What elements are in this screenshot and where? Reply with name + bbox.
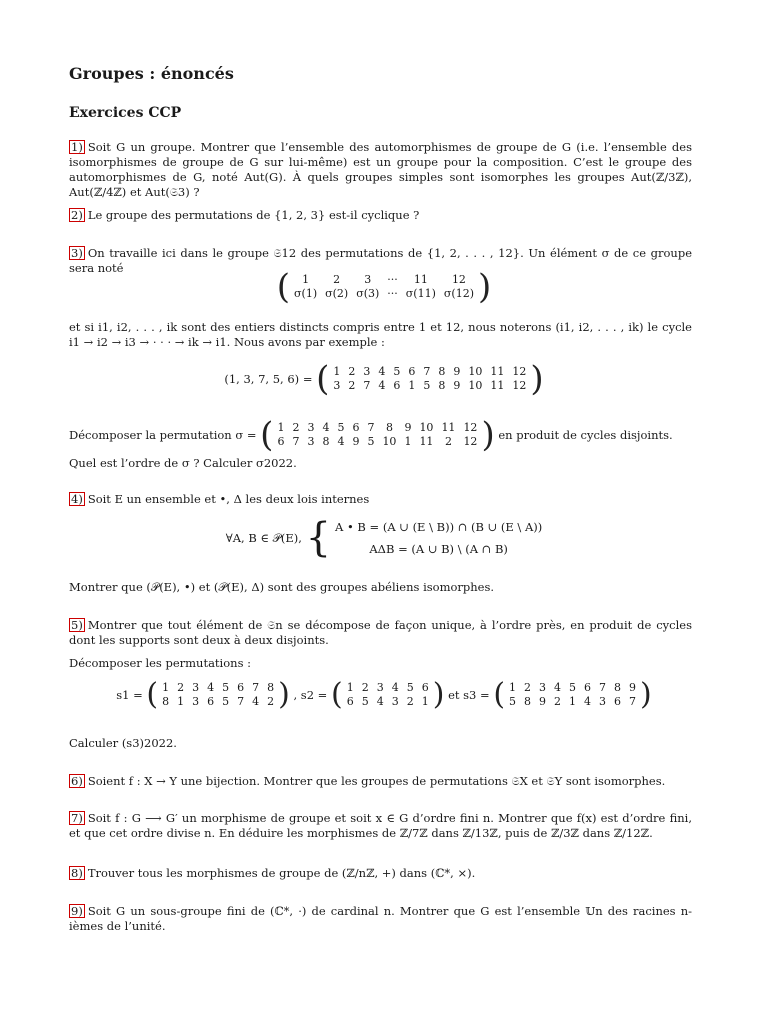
laws-system: ∀A, B ∈ 𝒫(E), { A • B = (A ∪ (E \ B)) ∩ (B ∪ (E \ A)) AΔB = (A ∪ B) \ (A ∩ B) [225,515,543,561]
matrix-cell: 8 [614,681,622,694]
exercise-text: Soit E un ensemble et •, Δ les deux lois internes [87,492,370,506]
decompose-instruction: Décomposer les permutations : [69,656,251,670]
matrix-cell: 2 [292,421,300,434]
matrix-cell: 2 [554,695,562,708]
matrix-cell: ··· [387,287,398,300]
matrix-cell: 7 [599,681,607,694]
matrix-cell: 9 [404,421,412,434]
matrix-cell: 5 [337,421,345,434]
cycle-example: (1, 3, 7, 5, 6) = ( 1 2 3 4 5 6 7 8 9 10 11 12 3 2 7 4 6 1 5 8 9 10 11 12 ) [224,359,544,399]
matrix-cell: 10 [468,365,483,378]
matrix-cell: 6 [207,695,215,708]
matrix [273,421,481,449]
exercise-2 [69,208,692,223]
matrix-cell: 6 [277,435,285,448]
matrix-cell: 5 [361,695,369,708]
permutations-s1-s2-s3: s1 = ( 1 2 3 4 5 6 7 8 8 1 3 6 5 7 4 2 ) , s2 = ( 1 2 3 4 5 6 6 5 4 3 2 1 ) et s3 = ( 1 2 3 4 5 6 7 8 9 5 8 9 2 1 4 3 6 7 ) [116,677,652,712]
matrix-cell: 2 [361,681,369,694]
matrix-cell: 5 [406,681,414,694]
matrix-cell: 4 [376,695,384,708]
decomp-lhs: Décomposer la permutation σ = [69,427,257,442]
matrix-cell: 11 [413,273,428,286]
matrix-cell: 3 [307,421,315,434]
matrix-cell: 5 [367,435,375,448]
exercise-8 [69,866,692,881]
exercise-number[interactable]: 7) [71,811,83,825]
matrix-cell: 2 [348,365,356,378]
matrix-cell: σ(3) [356,287,380,300]
example-lhs: (1, 3, 7, 5, 6) = [224,371,313,386]
sigma-decomposition: Décomposer la permutation σ = ( 1 2 3 4 5 6 7 8 9 10 11 12 6 7 3 8 4 9 5 10 1 11 2 12 ) en produit de cycles disjoints. [69,415,673,455]
matrix-cell: 1 [302,273,310,286]
matrix-cell: 3 [307,435,315,448]
matrix-cell: 9 [629,681,637,694]
s3-label: et s3 = [448,687,490,702]
matrix-cell: 3 [192,695,200,708]
page-title: Groupes : énoncés [69,64,234,83]
matrix-cell: 4 [554,681,562,694]
matrix-cell: 4 [378,365,386,378]
matrix-cell: 3 [333,379,341,392]
matrix-cell: 8 [267,681,275,694]
matrix-cell: 11 [490,379,505,392]
exercise-number[interactable]: 4) [71,492,83,506]
exercise-text: Soit G un groupe. Montrer que l’ensemble des automorphismes de groupe de G (i.e. l’ensemble des isomorphismes de groupe de G sur lui-même) est un groupe pour la composition. C’est le groupe des automorphismes de G, noté Aut(G). À quels groupes simples sont isomorphes les groupes Aut(ℤ/3ℤ), Aut(ℤ/4ℤ) et Aut(𝔖3) ? [69,140,692,199]
exercise-1 [69,140,692,200]
matrix-cell: 3 [539,681,547,694]
matrix-cell: 7 [367,421,375,434]
matrix-cell: 6 [584,681,592,694]
exercise-number[interactable]: 1) [71,140,83,154]
matrix-cell: 1 [509,681,517,694]
matrix-cell: σ(2) [325,287,349,300]
matrix [290,273,478,301]
matrix-cell: 1 [408,379,416,392]
matrix-cell: 7 [252,681,260,694]
matrix-cell: 11 [490,365,505,378]
exercise-number[interactable]: 2) [71,208,83,222]
matrix-cell: 5 [569,681,577,694]
matrix-cell: 2 [333,273,341,286]
matrix-cell: 3 [363,365,371,378]
exercise-text: Soit G un sous-groupe fini de (ℂ*, ·) de cardinal n. Montrer que G est l’ensemble 𝕌n des racines n-ièmes de l’unité. [69,904,692,933]
exercise-text: On travaille ici dans le groupe 𝔖12 des permutations de {1, 2, . . . , 12}. Un élément σ de ce groupe sera noté [69,246,692,275]
exercise-number[interactable]: 8) [71,866,83,880]
matrix-cell: 2 [267,695,275,708]
matrix-cell: 7 [292,435,300,448]
matrix-cell: 4 [207,681,215,694]
matrix-cell: 5 [509,695,517,708]
sigma-order-question: Quel est l’ordre de σ ? Calculer σ2022. [69,456,297,470]
matrix-cell: 1 [177,695,185,708]
exercise-number[interactable]: 5) [71,618,83,632]
matrix-cell: 4 [378,379,386,392]
matrix-cell: 2 [406,695,414,708]
exercise-4 [69,492,692,507]
matrix-cell: 12 [451,273,466,286]
matrix-cell: 10 [382,435,397,448]
exercise-text: Le groupe des permutations de {1, 2, 3} est-il cyclique ? [87,208,420,222]
general-permutation-matrix: ( 1 2 3 ··· 11 12 σ(1) σ(2) σ(3) ··· σ(11) σ(12) ) [276,267,492,307]
matrix-cell: 9 [352,435,360,448]
matrix-cell: 5 [423,379,431,392]
matrix-cell: 4 [584,695,592,708]
matrix-cell: 4 [391,681,399,694]
s2-label: , s2 = [293,687,328,702]
matrix-cell: 9 [453,379,461,392]
matrix-cell: 1 [346,681,354,694]
law-bullet: A • B = (A ∪ (E \ B)) ∩ (B ∪ (E \ A)) [335,520,543,534]
cycle-definition: et si i1, i2, . . . , ik sont des entiers distincts compris entre 1 et 12, nous noterons (i1, i2, . . . , ik) le cycle i1 → i2 → i3 → · · · → ik → i1. Nous avons par exemple : [69,320,692,349]
matrix-cell: 1 [404,435,412,448]
matrix-cell: 11 [419,435,434,448]
matrix-cell: 11 [441,421,456,434]
matrix-cell: 2 [348,379,356,392]
matrix-cell: 12 [512,379,527,392]
exercise-text: Soit f : G ⟶ G′ un morphisme de groupe et soit x ∈ G d’ordre fini n. Montrer que f(x) est d’ordre fini, et que cet ordre divise n. En déduire les morphismes de ℤ/7ℤ dans ℤ/13ℤ, puis de ℤ/3ℤ dans ℤ/12ℤ. [69,811,692,840]
matrix-cell: 4 [252,695,260,708]
exercise-number[interactable]: 9) [71,904,83,918]
matrix-cell: 6 [237,681,245,694]
matrix [329,365,530,393]
matrix-cell: 8 [322,435,330,448]
exercise-5 [69,618,692,648]
matrix-cell: 8 [385,421,393,434]
exercise-7 [69,811,692,841]
matrix-cell: 10 [468,379,483,392]
matrix-cell: σ(11) [405,287,436,300]
exercise-text: Soient f : X → Y une bijection. Montrer que les groupes de permutations 𝔖X et 𝔖Y sont isomorphes. [87,774,666,788]
matrix-cell: σ(12) [443,287,474,300]
matrix-cell: 5 [222,695,230,708]
matrix-cell: 2 [444,435,452,448]
matrix-cell: 8 [524,695,532,708]
matrix-cell: 8 [438,379,446,392]
matrix-cell: ··· [387,273,398,286]
matrix-cell: 7 [363,379,371,392]
matrix-cell: 9 [539,695,547,708]
matrix-cell: 8 [162,695,170,708]
matrix-cell: 2 [524,681,532,694]
matrix-cell: 6 [346,695,354,708]
exercise-number[interactable]: 6) [71,774,83,788]
exercise-4-conclusion: Montrer que (𝒫(E), •) et (𝒫(E), Δ) sont des groupes abéliens isomorphes. [69,580,495,594]
matrix-cell: 5 [393,365,401,378]
matrix-cell: 1 [277,421,285,434]
matrix-cell: 6 [408,365,416,378]
matrix-cell: 3 [192,681,200,694]
matrix-cell: 1 [569,695,577,708]
matrix-cell: 7 [423,365,431,378]
matrix-cell: 2 [177,681,185,694]
matrix-cell: 3 [391,695,399,708]
matrix-cell: 10 [419,421,434,434]
matrix-cell: 12 [512,365,527,378]
exercise-number[interactable]: 3) [71,246,83,260]
matrix-cell: 6 [421,681,429,694]
matrix-cell: 1 [421,695,429,708]
exercise-text: Montrer que tout élément de 𝔖n se décompose de façon unique, à l’ordre près, en produit de cycles dont les supports sont deux à deux disjoints. [69,618,692,647]
forall-clause: ∀A, B ∈ 𝒫(E), [225,530,302,545]
exercise-9 [69,904,692,934]
matrix-cell: 1 [333,365,341,378]
matrix-cell: 4 [322,421,330,434]
matrix-cell: 12 [463,435,478,448]
matrix [505,681,640,709]
matrix-cell: 9 [453,365,461,378]
matrix-cell: 3 [599,695,607,708]
matrix-cell: 6 [614,695,622,708]
law-delta: AΔB = (A ∪ B) \ (A ∩ B) [369,542,508,556]
matrix-cell: 4 [337,435,345,448]
s1-label: s1 = [116,687,143,702]
matrix [158,681,278,709]
matrix-cell: 6 [393,379,401,392]
matrix-cell: 7 [237,695,245,708]
matrix-cell: 5 [222,681,230,694]
matrix-cell: 8 [438,365,446,378]
decomp-rhs: en produit de cycles disjoints. [498,427,673,442]
matrix-cell: 7 [629,695,637,708]
s3-power-question: Calculer (s3)2022. [69,736,177,750]
matrix-cell: 3 [376,681,384,694]
matrix-cell: 1 [162,681,170,694]
exercise-text: Trouver tous les morphismes de groupe de (ℤ/nℤ, +) dans (ℂ*, ×). [87,866,476,880]
matrix-cell: 6 [352,421,360,434]
matrix-cell: 12 [463,421,478,434]
section-title: Exercices CCP [69,105,182,121]
exercise-6 [69,774,692,789]
matrix-cell: σ(1) [294,287,318,300]
matrix [343,681,433,709]
matrix-cell: 3 [364,273,372,286]
